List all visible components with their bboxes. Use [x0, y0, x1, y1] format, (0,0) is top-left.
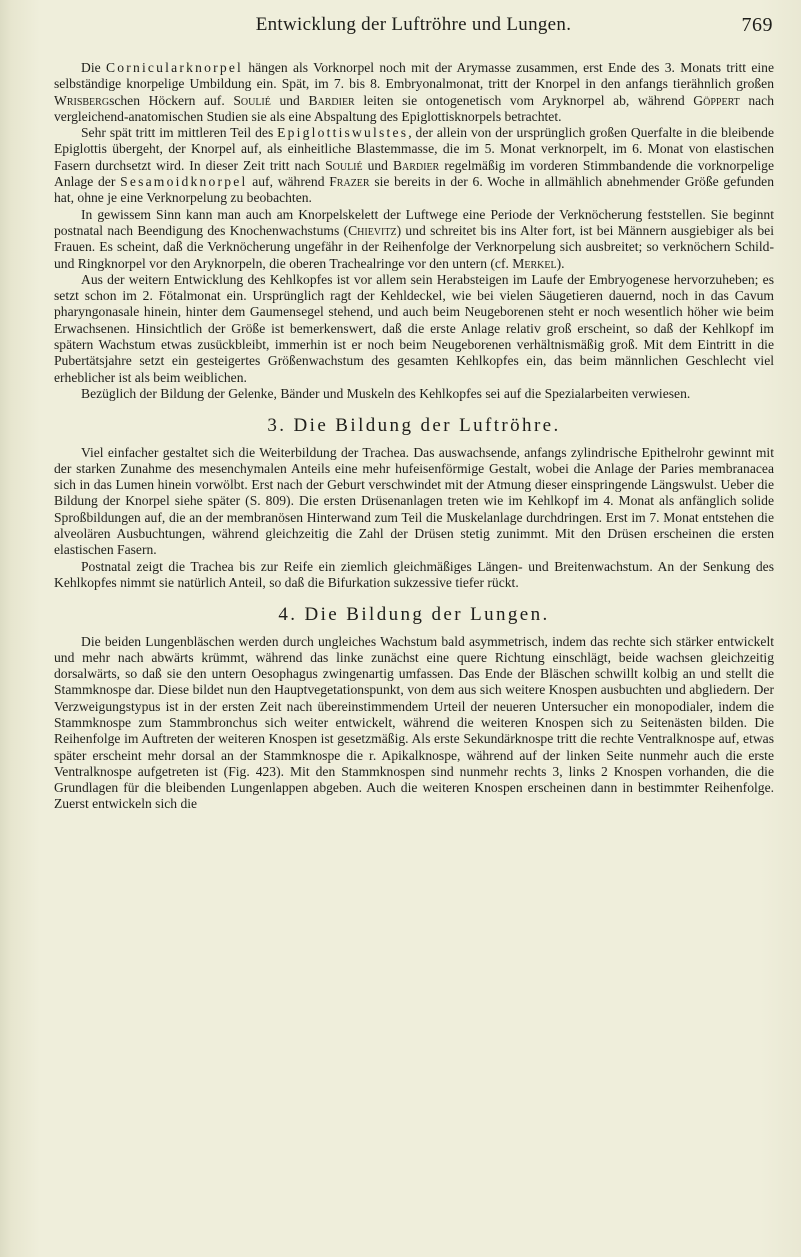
- paragraph: [54, 125, 774, 206]
- text-run: Viel einfacher gestaltet sich die Weiterbildung der Trachea. Das auswachsende, anfangs zylindrische Epithelrohr gewinnt mit der starken Zunahme des mesenchymalen Anteils eine mehr hufeisenförmige Gestalt, wobei die Anlage der Paries membranacea sich in das Lumen hinein vorwölbt. Erst nach der Geburt verschwindet mit der Atmung dieser einspringende Längswulst. Ueber die Bildung der Knorpel siehe später (S. 809). Die ersten Drüsenanlagen treten wie im Kehlkopf im 4. Monat als anfänglich solide Sproßbildungen auf, die an der membranösen Hinterwand zum Teil die Muskelanlage durchdringen. Erst im 7. Monat entstehen die alveolären Ausbuchtungen, während gleichzeitig die Zahl der Drüsen stetig zunimmt. Mit den Drüsen erscheinen die ersten elastischen Fasern.: [54, 444, 774, 558]
- text-run: Aus der weitern Entwicklung des Kehlkopfes ist vor allem sein Herabsteigen im Laufe der Embryogenese hervorzuheben; es setzt schon im 2. Fötalmonat ein. Ursprünglich ragt der Kehldeckel, wie bei vielen Säugetieren dauernd, noch in das Cavum pharyngonasale hinein, hinter dem Gaumensegel stehend, und auch beim Neugeborenen steht er noch wesentlich höher wie beim Erwachsenen. Hinsichtlich der Größe ist bemerkenswert, daß die erste Anlage relativ groß erscheint, so daß der Kehlkopf im spätern Wachstum etwas zusückbleibt, immerhin ist er noch beim Neugeborenen verhältnismäßig groß. Mit dem Eintritt in die Pubertätsjahre setzt ein gesteigertes Größenwachstum des gesamten Kehlkopfes ein, das beim männlichen Geschlecht viel erheblicher ist als beim weiblichen.: [54, 271, 774, 385]
- text-run: Die beiden Lungenbläschen werden durch ungleiches Wachstum bald asymmetrisch, indem das rechte sich stärker entwickelt und mehr nach abwärts krümmt, während das linke zunächst eine quere Richtung einschlägt, beide wachsen gleichzeitig dorsalwärts, so daß sie den untern Oesophagus zwingenartig umfassen. Das Ende der Bläschen schwillt kolbig an und stellt die Stammknospe dar. Diese bildet nun den Hauptvegetationspunkt, von dem aus sich weitere Knospen ausbuchten und abgliedern. Der Verzweigungstypus ist in der ersten Zeit nach übereinstimmendem Urteil der neueren Untersucher ein monopodialer, indem die Stammknospe zum Stammbronchus sich weiter entwickelt, während die weiteren Knospen sich zu Seitenästen bilden. Die Reihenfolge im Auftreten der weiteren Knospen ist gesetzmäßig. Als erste Sekundärknospe tritt die rechte Ventralknospe auf, etwas später erscheint mehr dorsal an der Stammknospe die r. Apikalknospe, während auf der linken Seite nunmehr auch die erste Ventralknospe aufgetreten ist (Fig. 423). Mit den Stammknospen sind nunmehr rechts 3, links 2 Knospen vorhanden, die die Grundlagen für die bleibenden Lungenlappen abgeben. Auch die weiteren Knospen erscheinen dann in bestimmter Reihenfolge. Zuerst entwickeln sich die: [54, 633, 774, 812]
- text-run: Bezüglich der Bildung der Gelenke, Bänder und Muskeln des Kehlkopfes sei auf die Spezialarbeiten verwiesen.: [81, 385, 691, 401]
- text-run: , der allein von der ursprünglich großen Querfalte in die bleibende Epiglottis übergeht, der Knorpel auf, als einheitliche Blastemmasse, die im 5. Monat verknorpelt, im 6. Monat von elastischen Fasern durchsetzt wird. In dieser Zeit tritt nach: [54, 125, 774, 173]
- text-run: und: [270, 92, 309, 108]
- text-run: Die: [81, 60, 106, 75]
- section-heading: 4. Die Bildung der Lungen.: [278, 604, 550, 626]
- running-title: Entwicklung der Luftröhre und Lungen.: [255, 14, 572, 35]
- text-run: schen Höckern auf.: [109, 92, 234, 108]
- text-run: Sehr spät tritt im mittleren Teil des: [81, 125, 278, 141]
- author-name: Frazer: [329, 174, 370, 190]
- author-name: Wrisberg: [54, 92, 110, 108]
- section-trachea: [54, 415, 774, 591]
- paragraph: [54, 634, 774, 813]
- author-name: Soulié: [233, 92, 271, 108]
- emphasized-term: Sesamoidknorpel: [120, 174, 248, 190]
- text-run: leiten sie ontogenetisch vom Aryknorpel ab, während: [354, 92, 694, 108]
- paragraph: [54, 272, 774, 386]
- text-run: hängen als Vorknorpel noch mit der Arymasse zusammen, erst Ende des 3. Monats tritt eine selbständige knorpelige Umbildung ein. Spät, im 7. bis 8. Embryonalmonat, tritt der Knorpel in den anfangs tierähnlich großen: [54, 60, 774, 92]
- emphasized-term: Cornicularknorpel: [105, 60, 244, 75]
- text-run: ).: [556, 255, 565, 271]
- paragraph: [54, 445, 774, 559]
- author-name: Soulié: [325, 157, 363, 173]
- author-name: Merkel: [512, 255, 557, 271]
- author-name: Chievitz: [348, 222, 397, 238]
- paragraph: [54, 559, 774, 592]
- text-run: auf, während: [247, 174, 330, 190]
- page-number: 769: [741, 14, 773, 36]
- text-run: ) und schreitet bis ins Alter fort, ist bei Männern ausgiebiger als bei Frauen. Es scheint, daß die Verknöcherung ungefähr in der Reihenfolge der Verknorpelung sich ausbreitet; so verknöchern Schild- und Ringknorpel vor den Aryknorpeln, die oberen Trachealringe vor den untern (cf.: [54, 222, 774, 271]
- body-text: [54, 60, 774, 813]
- text-run: nach vergleichend-anatomischen Studien sie als eine Abspaltung des Epiglottisknorpels betrachtet.: [54, 92, 774, 124]
- emphasized-term: Epiglottiswulstes: [277, 125, 409, 141]
- section-heading: 3. Die Bildung der Luftröhre.: [267, 415, 561, 437]
- page-header: [54, 14, 773, 44]
- section-lungs: [54, 604, 774, 813]
- section-larynx-continued: [54, 60, 774, 402]
- paragraph: [54, 60, 774, 125]
- author-name: Bardier: [392, 157, 440, 173]
- text-run: Postnatal zeigt die Trachea bis zur Reife ein ziemlich gleichmäßiges Längen- und Breitenwachstum. An der Senkung des Kehlkopfes nimmt sie natürlich Anteil, so daß die Bifurkation sukzessive tiefer rückt.: [54, 558, 774, 590]
- paragraph: [54, 386, 774, 402]
- text-run: regelmäßig im vorderen Stimmbandende die vorknorpelige Anlage der: [54, 157, 774, 190]
- paragraph: [54, 207, 774, 272]
- text-run: sie bereits in der 6. Woche in allmählich abnehmender Größe gefunden hat, ohne je eine Verknorpelung zu beobachten.: [54, 174, 774, 206]
- text-run: und: [362, 157, 393, 173]
- text-run: In gewissem Sinn kann man auch am Knorpelskelett der Luftwege eine Periode der Verknöcherung feststellen. Sie beginnt postnatal nach Beendigung des Knochenwachstums (: [54, 206, 774, 238]
- author-name: Bardier: [308, 92, 355, 108]
- author-name: Göppert: [693, 92, 740, 108]
